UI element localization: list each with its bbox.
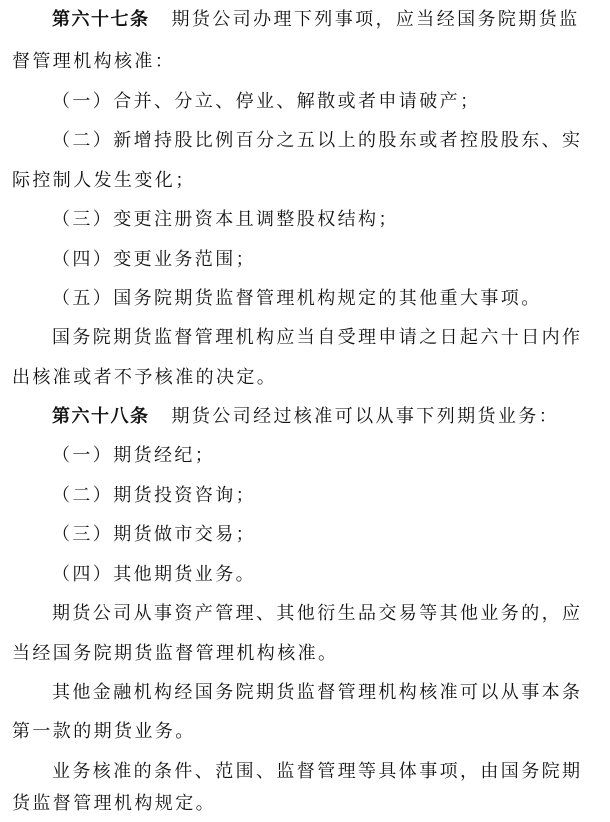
- article-68-para1-line1: 期货公司从事资产管理、其他衍生品交易等其他业务的，应: [52, 603, 583, 624]
- article-67-item-2: （二）新增持股比例百分之五以上的股东或者控股股东、实: [52, 130, 583, 151]
- article-68-para2-line2: 第一款的期货业务。: [12, 721, 196, 742]
- article-68-intro: 期货公司经过核准可以从事下列期货业务：: [171, 406, 560, 427]
- article-67-item-2-cont: 际控制人发生变化；: [12, 170, 196, 191]
- article-68-item-2: （二）期货投资咨询；: [52, 485, 256, 506]
- article-67-first-line: [52, 2, 610, 38]
- article-68-para2-line1: 其他金融机构经国务院期货监督管理机构核准可以从事本条: [52, 682, 583, 703]
- article-67-para-line2: 出核准或者不予核准的决定。: [12, 367, 278, 388]
- article-68-heading: 第六十八条: [52, 406, 150, 427]
- article-68-para3-line1: 业务核准的条件、范围、监督管理等具体事项，由国务院期: [52, 761, 583, 782]
- article-67-item-4: （四）变更业务范围；: [52, 249, 256, 270]
- article-67-item-5: （五）国务院期货监督管理机构规定的其他重大事项。: [52, 288, 542, 309]
- article-67-item-1: （一）合并、分立、停业、解散或者申请破产；: [52, 91, 481, 112]
- article-68-item-1: （一）期货经纪；: [52, 445, 216, 466]
- article-68-first-line: [52, 399, 610, 435]
- article-68-item-3: （三）期货做市交易；: [52, 524, 256, 545]
- article-68-item-4: （四）其他期货业务。: [52, 564, 256, 585]
- article-67-para-line1: 国务院期货监督管理机构应当自受理申请之日起六十日内作: [52, 327, 583, 348]
- article-67-item-3: （三）变更注册资本且调整股权结构；: [52, 209, 399, 230]
- article-68-para1-line2: 当经国务院期货监督管理机构核准。: [12, 643, 339, 664]
- article-67-intro-line1: 期货公司办理下列事项，应当经国务院期货监: [171, 9, 580, 30]
- article-68-para3-line2: 货监督管理机构规定。: [12, 793, 216, 814]
- article-67-intro-line2: 督管理机构核准：: [12, 51, 176, 72]
- article-67-heading: 第六十七条: [52, 9, 150, 30]
